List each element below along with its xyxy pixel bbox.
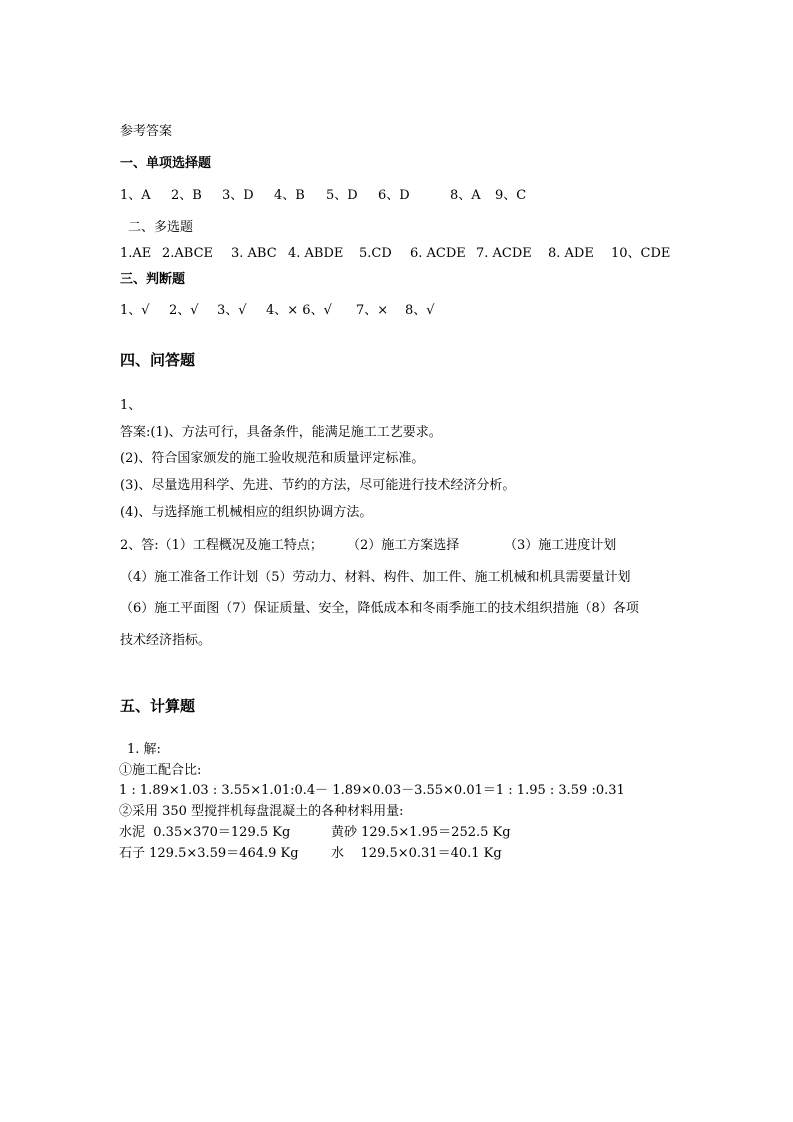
answer-line: ①施工配合比: [119, 763, 202, 778]
answer-item: 5.CD [359, 246, 392, 261]
answer-item: 1.AE [120, 246, 152, 261]
answer-line: 答案:(1)、方法可行，具备条件，能满足施工工艺要求。 [120, 425, 442, 440]
answer-item: 4、× 6、√ [266, 303, 332, 318]
answer-line: （4）施工准备工作计划（5）劳动力、材料、构件、加工件、施工机械和机具需要量计划 [120, 570, 631, 585]
answer-item: 2.ABCE [162, 246, 214, 261]
page-title: 参考答案 [120, 124, 173, 139]
section-heading-true-false: 三、判断题 [120, 272, 186, 287]
section-heading-single-choice: 一、单项选择题 [120, 156, 212, 171]
answer-item: 2、√ [169, 303, 199, 318]
answer-line: (4)、与选择施工机械相应的组织协调方法。 [120, 505, 373, 520]
material-sand: 黄砂 129.5×1.95＝252.5 Kg [331, 825, 511, 840]
section-heading-multiple-choice: 二、多选题 [128, 220, 194, 235]
material-water: 水 129.5×0.31＝40.1 Kg [331, 846, 502, 861]
question-1-label: 1、 [120, 398, 142, 413]
section-heading-calculation: 五、计算题 [120, 697, 196, 715]
answer-item: 8. ADE [548, 246, 594, 261]
answer-item: 2、B [171, 188, 202, 203]
answer-item: 9、C [495, 188, 527, 203]
answer-item: 3. ABC [231, 246, 277, 261]
answer-item: 8、A [450, 188, 481, 203]
answer-item: 4. ABDE [288, 246, 344, 261]
answer-line: (2)、符合国家颁发的施工验收规范和质量评定标准。 [120, 451, 425, 466]
answer-line: （3）施工进度计划 [504, 538, 617, 553]
answer-line: 2、答:（1）工程概况及施工特点； [120, 538, 323, 553]
answer-line: 1. 解: [127, 742, 161, 757]
answer-item: 7、× [356, 303, 389, 318]
answer-item: 1、√ [120, 303, 150, 318]
answer-line: （6）施工平面图（7）保证质量、安全，降低成本和冬雨季施工的技术组织措施（8）各项 [120, 601, 639, 616]
answer-item: 10、CDE [611, 246, 671, 261]
answer-line: 技术经济指标。 [120, 633, 212, 648]
answer-line: (3)、尽量选用科学、先进、节约的方法，尽可能进行技术经济分析。 [120, 478, 516, 493]
answer-item: 3、D [222, 188, 254, 203]
answer-item: 6、D [378, 188, 410, 203]
answer-item: 5、D [326, 188, 358, 203]
answer-item: 3、√ [217, 303, 247, 318]
answer-item: 8、√ [405, 303, 435, 318]
answer-item: 4、B [274, 188, 305, 203]
answer-item: 6. ACDE [410, 246, 466, 261]
material-gravel: 石子 129.5×3.59＝464.9 Kg [119, 846, 299, 861]
material-cement: 水泥 0.35×370＝129.5 Kg [119, 825, 291, 840]
answer-item: 7. ACDE [476, 246, 532, 261]
answer-item: 1、A [120, 188, 151, 203]
answer-line: ②采用 350 型搅拌机每盘混凝土的各种材料用量: [119, 804, 404, 819]
answer-line: 1 : 1.89×1.03 : 3.55×1.01:0.4－ 1.89×0.03－3.55×0.01＝1 : 1.95 : 3.59 :0.31 [119, 783, 625, 798]
section-heading-short-answer: 四、问答题 [120, 351, 196, 369]
answer-line: （2）施工方案选择 [347, 538, 460, 553]
